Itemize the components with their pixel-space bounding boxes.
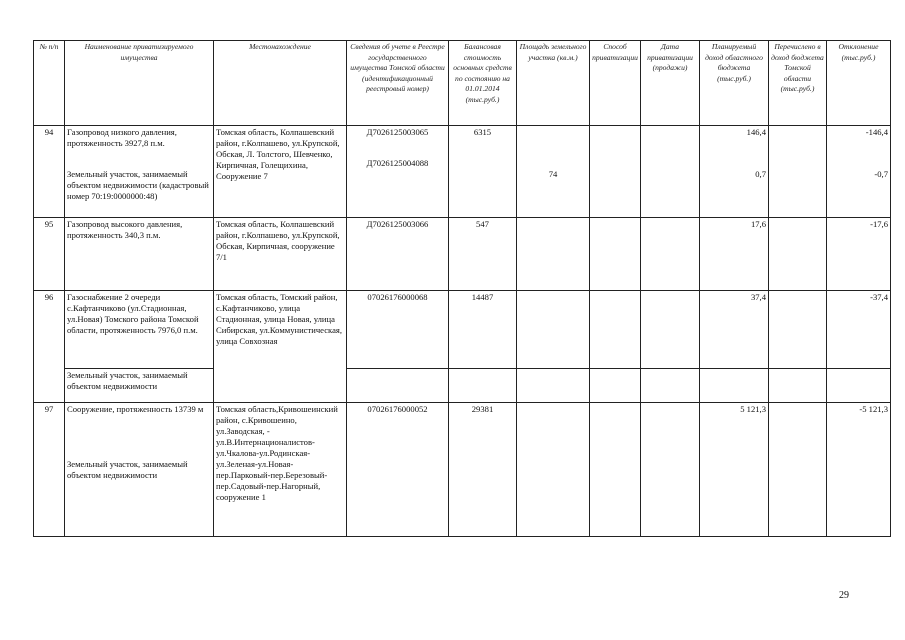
row-area	[517, 403, 590, 537]
row-date	[641, 291, 700, 369]
row-registry	[347, 126, 449, 218]
privatization-table	[33, 40, 891, 537]
col-area-header: Площадь земельного участка (кв.м.)	[517, 41, 590, 126]
object-name: Газопровод низкого давления, протяженность 3927,8 п.м.	[67, 127, 177, 148]
row-number: 96	[34, 291, 65, 403]
col-name-header: Наименование приватизируемого имущества	[65, 41, 214, 126]
row-planned: 5 121,3	[700, 403, 769, 537]
row-planned	[700, 369, 769, 403]
row-planned: 37,4	[700, 291, 769, 369]
row-area	[517, 218, 590, 291]
row-method	[590, 403, 641, 537]
row-location: Томская область,Кривошеинский район, с.Кривошеино, ул.Заводская, - ул.В.Интернационалистов- ул.Чкалова-ул.Родинская- ул.Зеленая-ул.Новая- пер.Парковый-пер.Березовый- пер.Садовый-пер.Нагорный, сооружение 1	[214, 403, 347, 537]
table-row	[34, 291, 891, 369]
col-balance-header: Балансовая стоимость основных средств по состоянию на 01.01.2014 (тыс.руб.)	[449, 41, 517, 126]
row-area	[517, 126, 590, 218]
row-transferred	[769, 291, 827, 369]
col-method-header: Способ приватизации	[590, 41, 641, 126]
land-plot-name: Земельный участок, занимаемый объектом недвижимости (кадастровый номер 70:19:0000000:48)	[67, 169, 209, 201]
col-deviation-header: Отклонение (тыс.руб.)	[827, 41, 891, 126]
land-plot-name: Земельный участок, занимаемый объектом недвижимости	[65, 369, 214, 403]
area-value: 74	[548, 169, 558, 179]
object-name: Сооружение, протяженность 13739 м	[67, 404, 204, 414]
table-row	[34, 126, 891, 218]
row-deviation	[827, 369, 891, 403]
row-name	[65, 403, 214, 537]
row-balance: 547	[449, 218, 517, 291]
planned-value: 146,4	[746, 127, 766, 137]
row-number: 97	[34, 403, 65, 537]
col-registry-header: Сведения об учете в Реестре государственного имущества Томской области (идентификационный реестровый номер)	[347, 41, 449, 126]
registry-number: Д7026125003065	[366, 127, 429, 137]
row-registry: 07026176000068	[347, 291, 449, 369]
table-row	[34, 369, 891, 403]
row-method	[590, 218, 641, 291]
row-transferred	[769, 403, 827, 537]
registry-number: Д7026125004088	[366, 158, 429, 168]
row-area	[517, 369, 590, 403]
row-planned: 17,6	[700, 218, 769, 291]
deviation-value: -146,4	[865, 127, 888, 137]
row-method	[590, 369, 641, 403]
row-method	[590, 126, 641, 218]
row-method	[590, 291, 641, 369]
row-registry	[347, 369, 449, 403]
row-balance: 14487	[449, 291, 517, 369]
header-row	[34, 41, 891, 126]
row-date	[641, 218, 700, 291]
row-registry: 07026176000052	[347, 403, 449, 537]
deviation-value: -0,7	[874, 169, 888, 179]
row-date	[641, 403, 700, 537]
planned-value: 0,7	[755, 169, 766, 179]
row-deviation: -37,4	[827, 291, 891, 369]
row-name: Газопровод высокого давления, протяженность 340,3 п.м.	[65, 218, 214, 291]
land-plot-name: Земельный участок, занимаемый объектом недвижимости	[67, 459, 188, 480]
row-location: Томская область, Колпашевский район, г.Колпашево, ул.Крупской, Обская, Кирпичная, сооружение 7/1	[214, 218, 347, 291]
row-transferred	[769, 126, 827, 218]
row-location: Томская область, Томский район, с.Кафтанчиково, улица Стадионная, улица Новая, улица Сибирская, ул.Коммунистическая, улица Совхозная	[214, 291, 347, 403]
col-planned-header: Планируемый доход областного бюджета (тыс.руб.)	[700, 41, 769, 126]
col-date-header: Дата приватизации (продажи)	[641, 41, 700, 126]
row-transferred	[769, 218, 827, 291]
col-transferred-header: Перечислено в доход бюджета Томской области (тыс.руб.)	[769, 41, 827, 126]
row-balance: 29381	[449, 403, 517, 537]
row-date	[641, 369, 700, 403]
table-row	[34, 218, 891, 291]
row-registry: Д7026125003066	[347, 218, 449, 291]
row-planned	[700, 126, 769, 218]
col-location-header: Местонахождение	[214, 41, 347, 126]
page-number: 29	[839, 590, 849, 601]
col-num-header: № п/п	[34, 41, 65, 126]
table-row	[34, 403, 891, 537]
row-deviation: -5 121,3	[827, 403, 891, 537]
row-deviation	[827, 126, 891, 218]
row-number: 95	[34, 218, 65, 291]
row-name: Газоснабжение 2 очереди с.Кафтанчиково (ул.Стадионная, ул.Новая) Томского района Томской области, протяженность 7976,0 п.м.	[65, 291, 214, 369]
row-deviation: -17,6	[827, 218, 891, 291]
row-balance: 6315	[449, 126, 517, 218]
row-area	[517, 291, 590, 369]
row-number: 94	[34, 126, 65, 218]
row-name	[65, 126, 214, 218]
row-balance	[449, 369, 517, 403]
row-transferred	[769, 369, 827, 403]
row-date	[641, 126, 700, 218]
row-location: Томская область, Колпашевский район, г.Колпашево, ул.Крупской, Обская, Л. Толстого, Шевченко, Кирпичная, Голещихина, Сооружение 7	[214, 126, 347, 218]
